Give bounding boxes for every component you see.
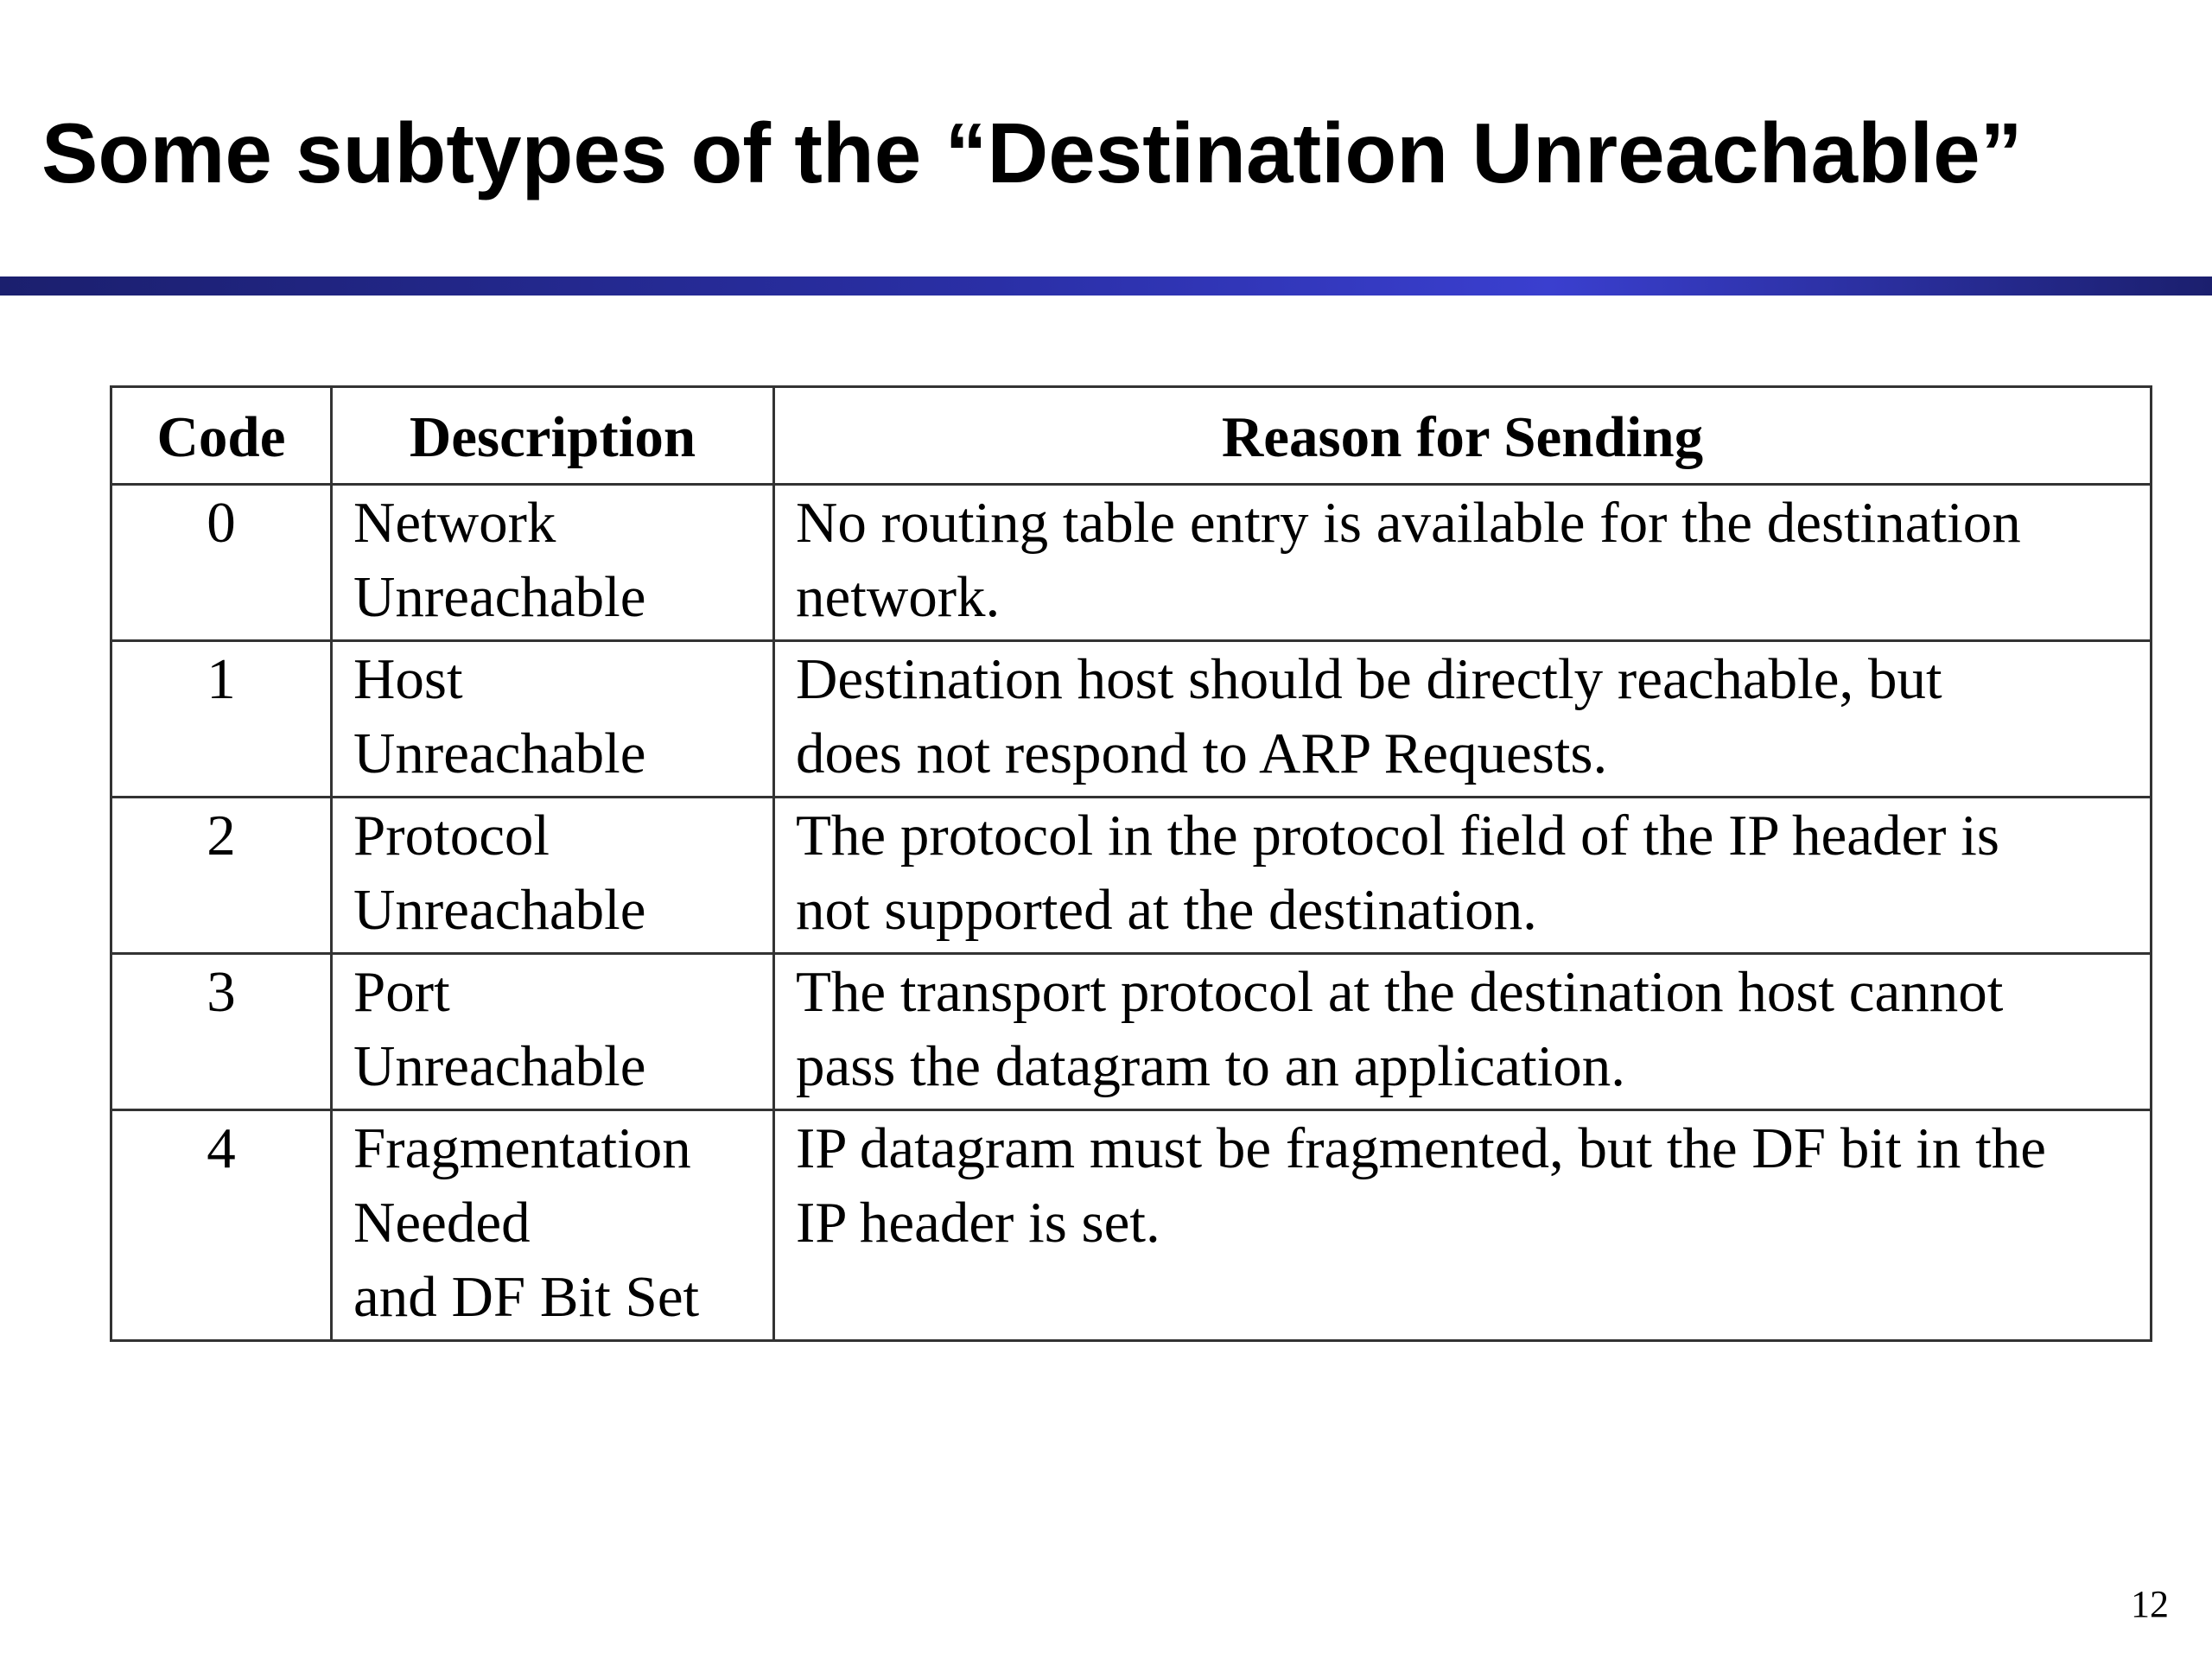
description-line: Unreachable (353, 878, 646, 942)
table-row (111, 1110, 2152, 1341)
reason-line: The transport protocol at the destination host cannot (796, 960, 2004, 1024)
description-line: Unreachable (353, 721, 646, 785)
title-divider (0, 276, 2212, 296)
table-row (111, 798, 2152, 954)
column-header-description: Description (332, 387, 774, 485)
column-header-reason: Reason for Sending (774, 387, 2152, 485)
description-line: Network (353, 491, 556, 555)
page-number: 12 (2131, 1583, 2169, 1625)
table-container (110, 385, 2152, 1342)
description-line: Unreachable (353, 565, 646, 629)
code-cell: 4 (111, 1110, 332, 1341)
description-cell (332, 798, 774, 954)
code-cell: 1 (111, 641, 332, 798)
reason-line: IP header is set. (796, 1191, 1160, 1255)
table-row (111, 954, 2152, 1110)
unreachable-codes-table (110, 385, 2152, 1342)
reason-line: IP datagram must be fragmented, but the DF bit in the (796, 1116, 2047, 1180)
slide-title: Some subtypes of the “Destination Unreachable” (41, 105, 2023, 200)
reason-line: not supported at the destination. (796, 878, 1537, 942)
description-cell (332, 485, 774, 641)
table-row (111, 485, 2152, 641)
reason-cell (774, 641, 2152, 798)
description-line: Needed (353, 1191, 531, 1255)
description-line: Port (353, 960, 450, 1024)
code-cell: 0 (111, 485, 332, 641)
description-line: and DF Bit Set (353, 1265, 700, 1329)
description-cell (332, 1110, 774, 1341)
table-row (111, 641, 2152, 798)
reason-cell (774, 485, 2152, 641)
reason-cell (774, 798, 2152, 954)
reason-line: pass the datagram to an application. (796, 1034, 1626, 1098)
column-header-code: Code (111, 387, 332, 485)
description-line: Unreachable (353, 1034, 646, 1098)
code-cell: 3 (111, 954, 332, 1110)
description-line: Protocol (353, 804, 550, 868)
reason-line: does not respond to ARP Requests. (796, 721, 1608, 785)
description-line: Host (353, 647, 463, 711)
reason-line: network. (796, 565, 1001, 629)
reason-cell (774, 1110, 2152, 1341)
description-cell (332, 641, 774, 798)
description-line: Fragmentation (353, 1116, 691, 1180)
reason-line: No routing table entry is available for the destination (796, 491, 2021, 555)
reason-line: The protocol in the protocol field of the IP header is (796, 804, 1999, 868)
reason-line: Destination host should be directly reachable, but (796, 647, 1942, 711)
reason-cell (774, 954, 2152, 1110)
description-cell (332, 954, 774, 1110)
code-cell: 2 (111, 798, 332, 954)
table-header-row (111, 387, 2152, 485)
